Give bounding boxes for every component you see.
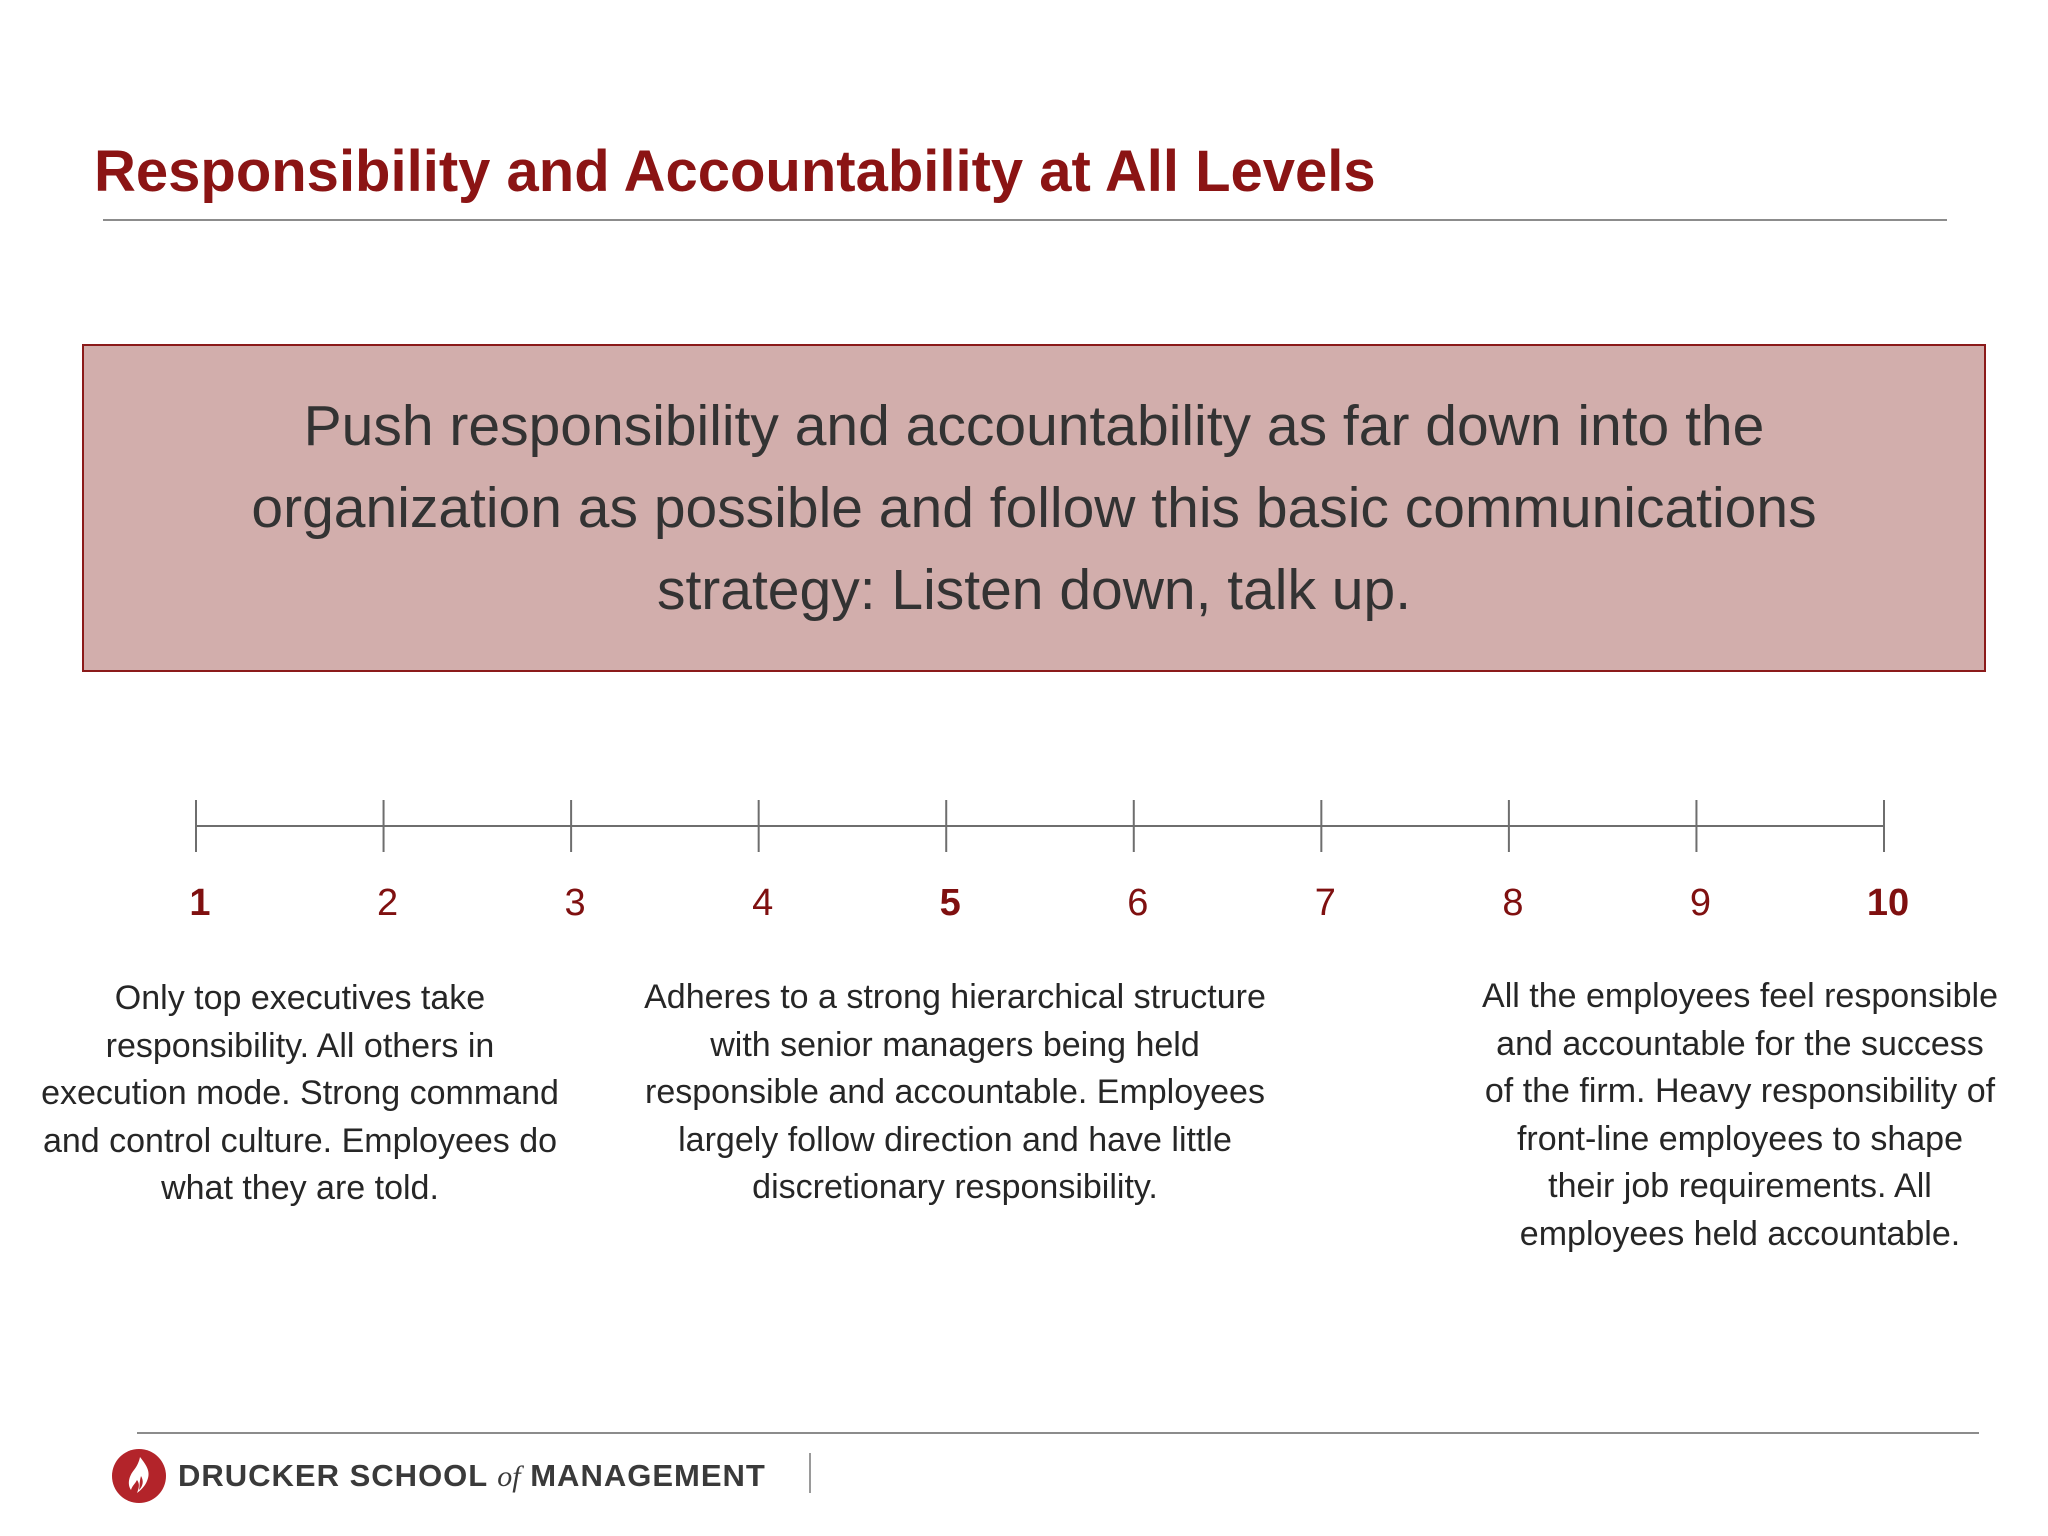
level-10-description: All the employees feel responsible and accountable for the success of the firm. Heavy responsibility of front-line employees to shape their job requirements. All employees held accountable. — [1482, 977, 1998, 1253]
scale-label-4: 4 — [752, 882, 774, 924]
callout-text: Push responsibility and accountability as far down into the organization as possible and follow this basic communications strategy: Listen down, talk up. — [251, 394, 1817, 622]
scale-label-10: 10 — [1866, 882, 1910, 924]
footer-divider — [137, 1432, 1979, 1434]
scale-label-6: 6 — [1127, 882, 1149, 924]
responsibility-scale — [0, 780, 2048, 940]
scale-label-5: 5 — [939, 882, 961, 924]
scale-label-8: 8 — [1502, 882, 1524, 924]
logo-separator — [809, 1453, 811, 1493]
scale-label-9: 9 — [1689, 882, 1712, 924]
level-1-description: Only top executives take responsibility. All others in execution mode. Strong command and control culture. Employees do what they are told. — [41, 979, 559, 1207]
scale-label-7: 7 — [1314, 882, 1336, 924]
slide-title: Responsibility and Accountability at All Levels — [94, 139, 1376, 204]
flame-logo-icon — [111, 1448, 167, 1504]
title-divider — [103, 219, 1947, 221]
school-logo-wordmark: DRUCKER SCHOOL of MANAGEMENT — [178, 1458, 766, 1493]
callout-box — [82, 344, 1986, 672]
scale-label-1: 1 — [189, 882, 211, 924]
scale-label-2: 2 — [376, 882, 399, 924]
scale-label-3: 3 — [564, 882, 586, 924]
level-5-description: Adheres to a strong hierarchical structure with senior managers being held responsible and accountable. Employees largely follow direction and have little discretionary responsibility. — [644, 978, 1266, 1206]
